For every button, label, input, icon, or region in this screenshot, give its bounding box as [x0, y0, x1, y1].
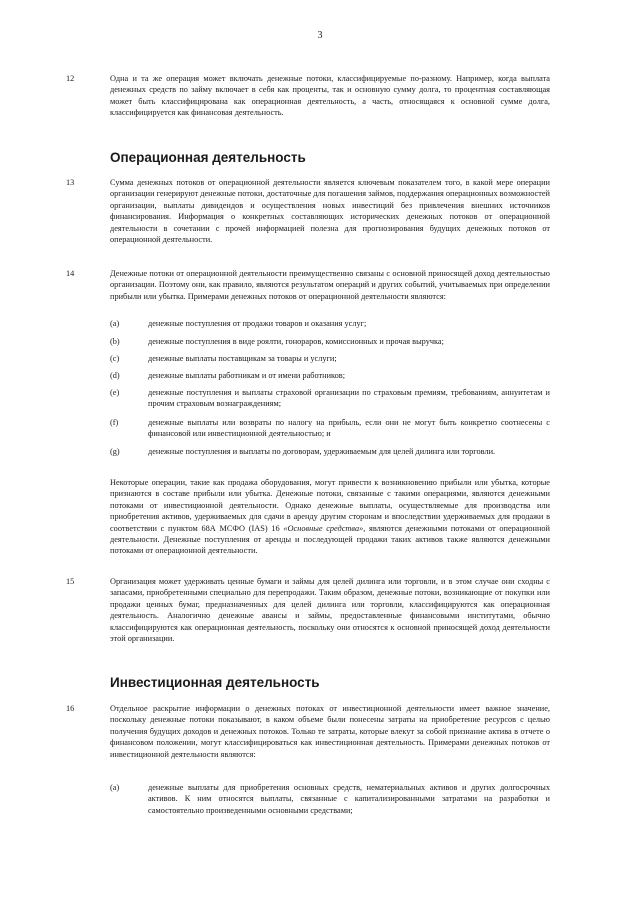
- list-item: [110, 387, 550, 410]
- heading-operating-activities: Операционная деятельность: [110, 150, 306, 165]
- list-item: [110, 782, 550, 816]
- paragraph-14-text: Денежные потоки от операционной деятельности преимущественно связаны с основной приносящей доход деятельностью организации. Поэтому они, как правило, являются результатом операций и других событий, учитываемых при определении прибыли или убытка. Примерами денежных потоков от операционной деятельности являются:: [110, 269, 550, 301]
- heading-investing-activities: Инвестиционная деятельность: [110, 675, 320, 690]
- list-item-text: денежные выплаты поставщикам за товары и услуги;: [148, 354, 337, 363]
- paragraph-12-text: Одна и та же операция может включать денежные потоки, классифицируемые по-разному. Например, когда выплата денежных средств по займу включает в себя как проценты, так и основную сумму долга, то процентная составляющая может быть классифицирована как операционная деятельность, а часть, относящаяся к основной сумме долга, классифицируется как финансовая деятельность.: [110, 74, 550, 118]
- paragraph-14: [110, 268, 550, 302]
- list-item-label: (c): [110, 354, 120, 363]
- paragraph-14-continuation-text-end: , являются денежными потоками от операционной деятельности. Денежные поступления от аренды и последующей продажи таких активов также являются денежными потоками от операционной деятельности.: [110, 523, 550, 556]
- list-item-label: (f): [110, 418, 119, 427]
- list-item-text: денежные выплаты работникам и от имени работников;: [148, 371, 346, 380]
- list-item-text: денежные поступления в виде роялти, гонораров, комиссионных и прочая выручка;: [148, 337, 444, 346]
- paragraph-14-continuation: [110, 477, 550, 557]
- list-item-text: денежные поступления и выплаты страховой организации по страховым премиям, требованиям, аннуитетам и прочим страховым вознаграждениям;: [148, 388, 550, 409]
- list-item: [110, 318, 550, 329]
- list-item-text: денежные выплаты или возвраты по налогу на прибыль, если они не могут быть конкретно соотнесены с финансовой или инвестиционной деятельностью; и: [148, 418, 550, 439]
- paragraph-number-15: 15: [66, 577, 75, 586]
- paragraph-16-text: Отдельное раскрытие информации о денежных потоках от инвестиционной деятельности имеет важное значение, поскольку денежные потоки показывают, в каком объеме были понесены затраты на приобретение ресурсов с целью получения будущих доходов и денежных потоков. Только те затраты, которые влекут за собой признание актива в отчете о финансовом положении, могут классифицироваться как инвестиционная деятельность. Примерами денежных потоков от инвестиционной деятельности являются:: [110, 704, 550, 759]
- list-item: [110, 353, 550, 364]
- paragraph-number-13: 13: [66, 178, 75, 187]
- list-item: [110, 417, 550, 440]
- page-number: 3: [317, 30, 323, 41]
- paragraph-number-12: 12: [66, 74, 75, 83]
- list-item-label: (a): [110, 319, 120, 328]
- list-item-label: (a): [110, 783, 120, 792]
- list-item-label: (e): [110, 388, 120, 397]
- list-item-text: денежные поступления и выплаты по договорам, удерживаемым для целей дилинга или торговли.: [148, 447, 496, 456]
- paragraph-13-text: Сумма денежных потоков от операционной деятельности является ключевым показателем того, в какой мере операции организации генерируют денежные потоки, достаточные для погашения займов, поддержания операционных возможностей организации, выплаты дивидендов и осуществления новых инвестиций без привлечения внешних источников финансирования. Информация о конкретных составляющих исторических денежных потоков от операционной деятельности в сочетании с прочей информацией полезна для прогнозирования будущих денежных потоков от операционной деятельности.: [110, 178, 550, 245]
- list-item: [110, 336, 550, 347]
- paragraph-number-14: 14: [66, 269, 75, 278]
- list-item: [110, 446, 550, 457]
- paragraph-16: [110, 703, 550, 760]
- paragraph-15: [110, 576, 550, 644]
- paragraph-13: [110, 177, 550, 245]
- standard-title-reference: «Основные средства»: [283, 523, 364, 533]
- list-item-label: (g): [110, 447, 120, 456]
- list-item-text: денежные поступления от продажи товаров и оказания услуг;: [148, 319, 367, 328]
- paragraph-12: [110, 73, 550, 119]
- paragraph-14-continuation-text-start: Некоторые операции, такие как продажа оборудования, могут привести к возникновению прибыли или убытка, которые признаются в составе прибыли или убытка. Денежные потоки, связанные с такими операциями, являются денежными потоками от инвестиционной деятельности. Однако денежные выплаты, осуществляемые для производства или приобретения активов, удерживаемых для сдачи в аренду другим сторонам и впоследствии удерживаемых для продажи в соответствии с пунктом 68А МСФО (IAS) 16: [110, 478, 550, 533]
- list-item-text: денежные выплаты для приобретения основных средств, нематериальных активов и других долгосрочных активов. К ним относятся выплаты, связанные с капитализированными затратами на разработки и самостоятельно произведенными основными средствами;: [148, 783, 550, 815]
- list-item-label: (b): [110, 337, 120, 346]
- paragraph-number-16: 16: [66, 704, 75, 713]
- list-item: [110, 370, 550, 381]
- list-item-label: (d): [110, 371, 120, 380]
- paragraph-15-text: Организация может удерживать ценные бумаги и займы для целей дилинга или торговли, и в этом случае они сходны с запасами, приобретенными специально для перепродажи. Таким образом, денежные потоки, возникающие от покупки или продажи ценных бумаг, предназначенных для целей дилинга или торговли, классифицируются как операционная деятельность. Аналогично денежные авансы и займы, предоставленные финансовыми институтами, обычно классифицируются как операционная деятельность, поскольку они относятся к основной приносящей доход деятельности этой организации.: [110, 577, 550, 644]
